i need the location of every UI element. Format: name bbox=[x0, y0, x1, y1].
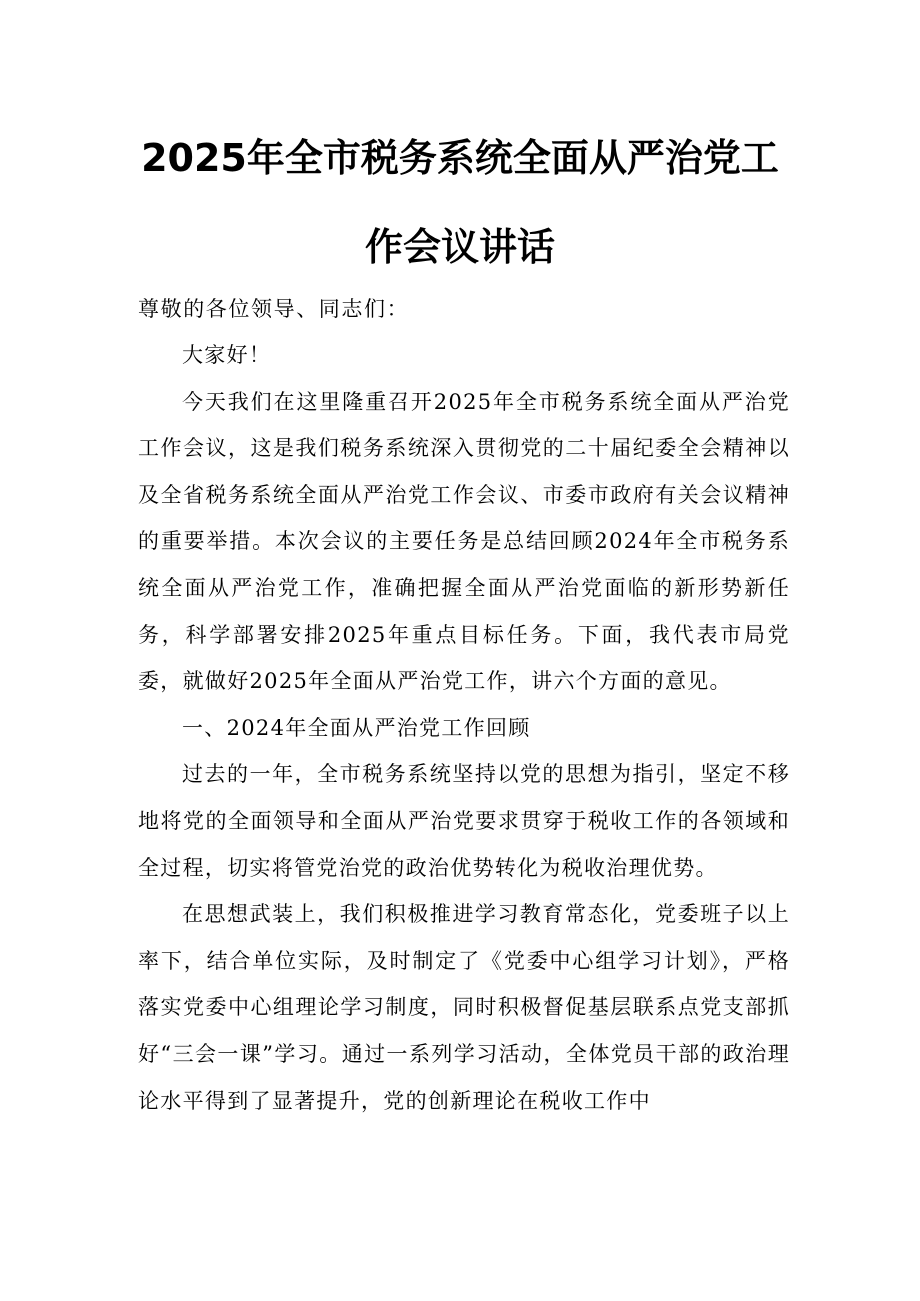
document-body bbox=[138, 332, 790, 1124]
document-title-line-1: 2025年全市税务系统全面从严治党工 bbox=[141, 136, 779, 180]
review-paragraph: 过去的一年，全市税务系统坚持以党的思想为指引，坚定不移地将党的全面领导和全面从严治党要求贯穿于税收工作的各领域和全过程，切实将管党治党的政治优势转化为税收治理优势。 bbox=[138, 762, 790, 880]
document-title-line-2: 作会议讲话 bbox=[364, 225, 555, 269]
salutation: 尊敬的各位领导、同志们： bbox=[138, 297, 410, 321]
greeting-paragraph: 大家好！ bbox=[182, 343, 272, 367]
ideology-paragraph: 在思想武装上，我们积极推进学习教育常态化，党委班子以上率下，结合单位实际，及时制定了《党委中心组学习计划》，严格落实党委中心组理论学习制度，同时积极督促基层联系点党支部抓好“三会一课”学习。通过一系列学习活动，全体党员干部的政治理论水平得到了显著提升，党的创新理论在税收工作中 bbox=[138, 902, 790, 1113]
intro-paragraph: 今天我们在这里隆重召开2025年全市税务系统全面从严治党工作会议，这是我们税务系统深入贯彻党的二十届纪委全会精神以及全省税务系统全面从严治党工作会议、市委市政府有关会议精神的重要举措。本次会议的主要任务是总结回顾2024年全市税务系统全面从严治党工作，准确把握全面从严治党面临的新形势新任务，科学部署安排2025年重点目标任务。下面，我代表市局党委，就做好2025年全面从严治党工作，讲六个方面的意见。 bbox=[138, 389, 790, 694]
section-heading: 一、2024年全面从严治党工作回顾 bbox=[182, 715, 531, 740]
